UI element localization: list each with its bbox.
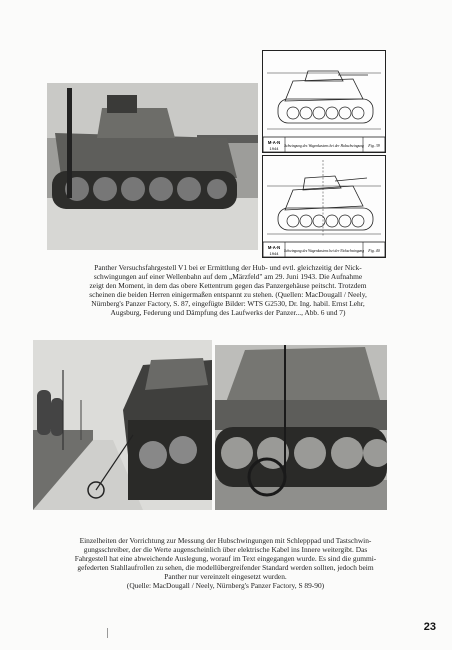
caption-bottom-line: Fahrgestell hat eine abweichende Auslegung, worauf im Text eingegangen wurde. Es sind die gummi- bbox=[74, 553, 377, 563]
road-photo-graphic bbox=[33, 340, 212, 510]
photo-test-vehicle-track bbox=[47, 83, 258, 250]
caption-bottom-line: (Quelle: MacDougall / Neely, Nürnberg's Panzer Factory, S 89-90) bbox=[126, 580, 325, 590]
caption-top-line: Nürnberg's Panzer Factory, S. 87, eingefügte Bilder: WTS G2530, Dr. Ing. habil. Ernst Lehr, bbox=[91, 298, 365, 308]
drawing-2-caption: Schwingung des Wagenkastens bei der Nickschwingung bbox=[283, 249, 365, 253]
print-mark bbox=[107, 628, 108, 638]
caption-bottom bbox=[38, 537, 413, 590]
technical-drawing-2 bbox=[262, 155, 386, 258]
caption-top-line: scheinen die beiden Herren einigermaßen entspannt zu stehen. (Quellen: MacDougall / Neely, bbox=[89, 289, 367, 299]
drawing-2-brand: M·A·N bbox=[267, 245, 281, 250]
drawing-1-caption: Schwingung des Wagenkastens bei der Hubschwingung bbox=[284, 144, 364, 148]
caption-bottom-line: Einzelheiten der Vorrichtung zur Messung der Hubschwingungen mit Schleppрad und Tastschwin- bbox=[79, 536, 372, 545]
page-number: 23 bbox=[423, 621, 436, 633]
rear-photo-graphic bbox=[215, 345, 387, 510]
caption-bottom-line: gefederten Stahllaufrollen zu sehen, die modellübergreifender Standard werden sollten, jedoch beim bbox=[77, 562, 374, 572]
caption-bottom-line: gungsschreiber, der die Werte augenscheinlich über elektrische Kabel ins Innere weitergibt. Das bbox=[83, 544, 368, 554]
drawing-1-fig: Fig. 39 bbox=[368, 143, 380, 148]
technical-drawing-1 bbox=[262, 50, 386, 153]
drawing-2-year: 1944 bbox=[269, 251, 279, 256]
caption-top-line: schwingungen auf einer Wellenbahn auf dem „Märzfeld" am 29. Juni 1943. Die Aufnahme bbox=[93, 271, 363, 281]
drawing-1-graphic bbox=[263, 51, 385, 152]
tank-photo-graphic bbox=[47, 83, 258, 250]
caption-top-line: Augsburg, Federung und Dämpfung des Laufwerks der Panzer..., Abb. 6 und 7) bbox=[110, 307, 346, 317]
caption-bottom-line: Panther nur vereinzelt eingesetzt wurden. bbox=[164, 571, 287, 581]
drawing-1-brand: M·A·N bbox=[267, 140, 281, 145]
caption-top-line: zeigt den Moment, in dem das obere Kettentrum gegen das Panzergehäuse peitscht. Trotzdem bbox=[89, 280, 367, 290]
drawing-2-graphic bbox=[263, 156, 385, 257]
photo-measuring-wheel-rear bbox=[215, 345, 387, 510]
drawing-1-year: 1944 bbox=[269, 146, 279, 151]
caption-top-line: Panther Versuchsfahrgestell V1 bei er Ermittlung der Hub- und evtl. gleichzeitig der Nick- bbox=[94, 263, 362, 272]
photo-measuring-device-road bbox=[33, 340, 212, 510]
caption-top bbox=[52, 264, 404, 317]
drawing-2-fig: Fig. 40 bbox=[368, 248, 380, 253]
